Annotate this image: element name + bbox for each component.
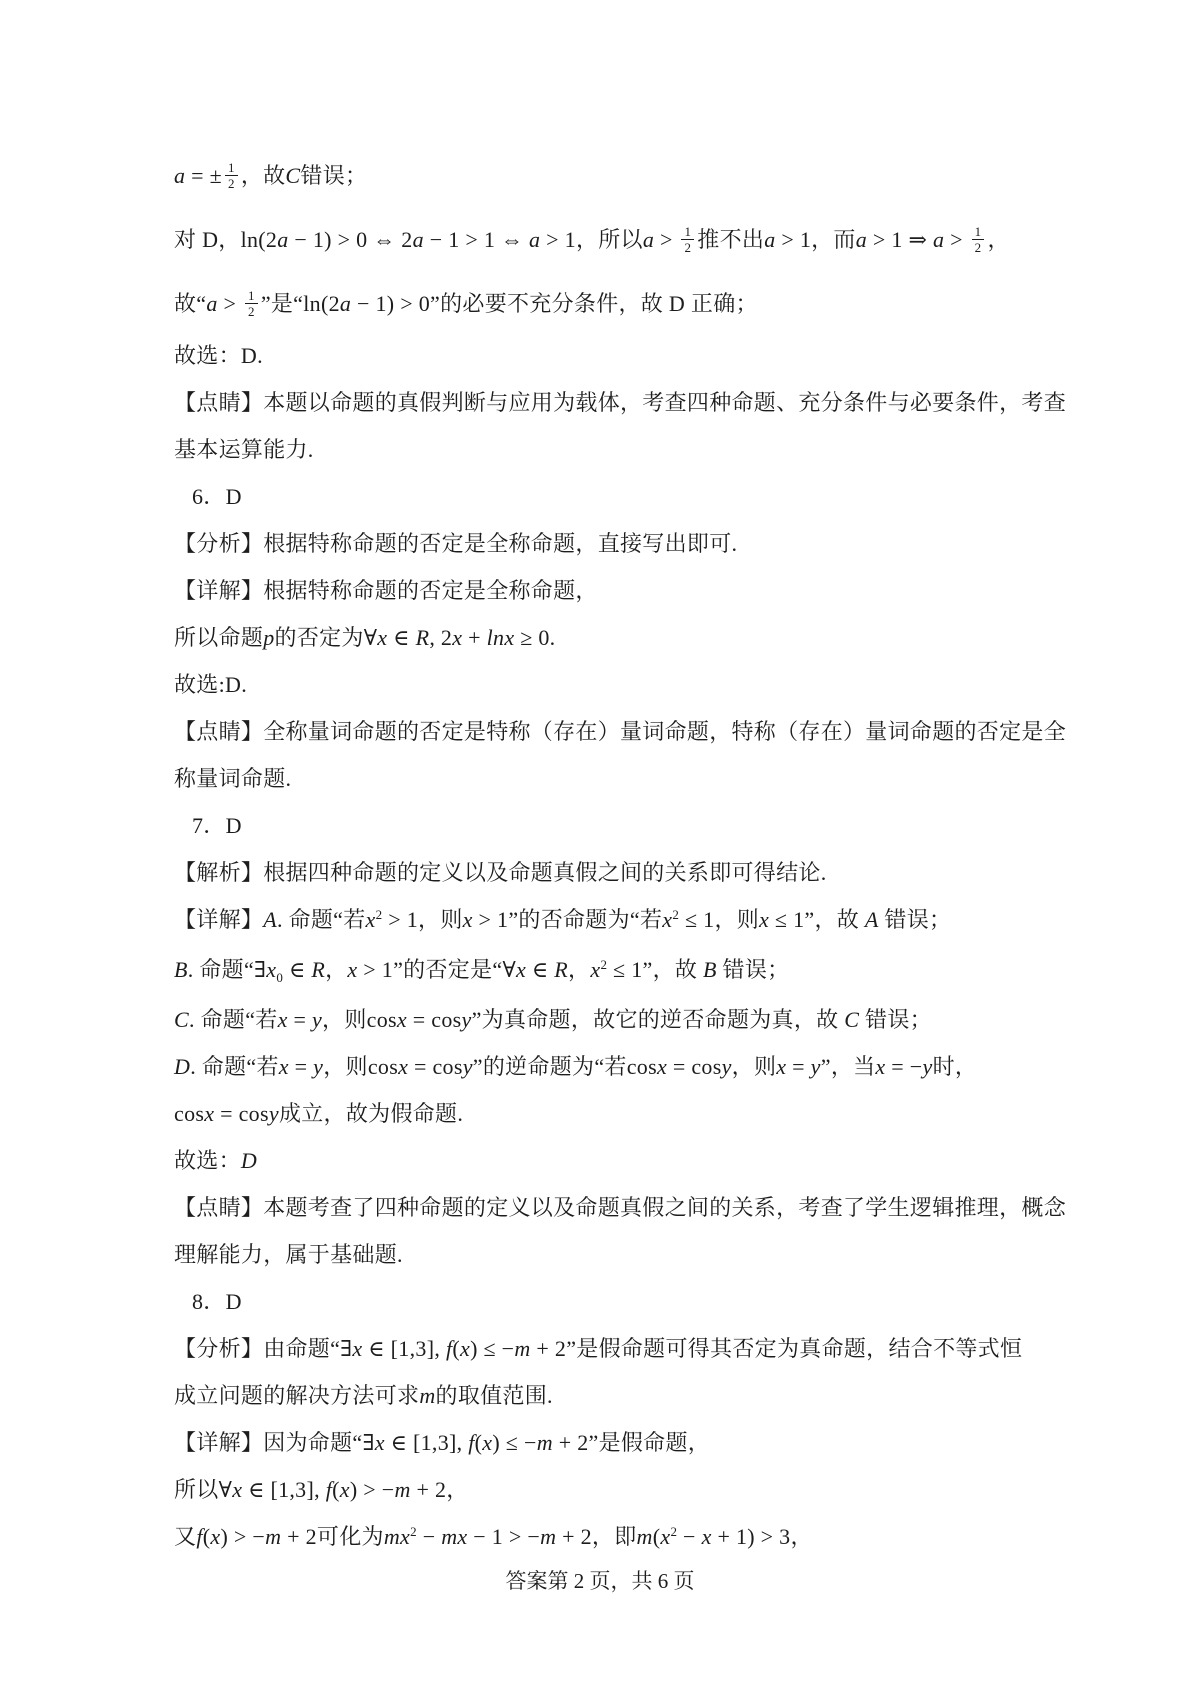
text-line [174, 1137, 1046, 1184]
math-italic-text: x [776, 1054, 787, 1079]
text-segment: . [190, 1054, 202, 1079]
text-line [174, 1090, 1046, 1137]
math-italic-text: y [922, 1054, 933, 1079]
text-segment: − 1) > 0 ⇔ 2 [288, 227, 413, 252]
text-segment: ”，当 [820, 1054, 876, 1079]
math-italic-text: x [660, 1524, 671, 1549]
math-italic-text: x [462, 907, 473, 932]
text-segment: . [276, 907, 289, 932]
text-line [174, 1184, 1067, 1231]
text-segment: ”，故 [804, 907, 865, 932]
text-segment: − [416, 1524, 442, 1549]
subscript: 0 [276, 970, 284, 985]
text-line [174, 1466, 1046, 1513]
math-italic-text: a [277, 227, 289, 252]
text-segment: ∀ [218, 1477, 233, 1502]
text-segment: 错误； [859, 1007, 932, 1032]
text-segment: 可化为 [316, 1524, 384, 1549]
text-segment: = − [885, 1054, 923, 1079]
text-segment: ∈ [1,3], [242, 1477, 326, 1502]
text-segment: ”的必要不充分条件，故 D 正确； [430, 291, 758, 316]
text-segment: ，则 [714, 907, 760, 932]
text-segment: ) ≤ − [470, 1336, 515, 1361]
text-segment: ≤ 1 [679, 907, 715, 932]
text-segment: cos [366, 1007, 397, 1032]
text-segment: 的否定为 [274, 625, 364, 650]
text-segment: 【点睛】本题考查了四种命题的定义以及命题真假之间的关系，考查了学生逻辑推理，概念 [174, 1195, 1067, 1220]
text-line [174, 426, 1046, 473]
math-italic-text: y [268, 1101, 279, 1126]
text-segment: − 1) > 0 [351, 291, 431, 316]
text-segment: 时， [932, 1054, 978, 1079]
math-italic-text: x [759, 907, 770, 932]
math-italic-text: x [374, 1430, 385, 1455]
math-italic-text: x [210, 1524, 221, 1549]
math-italic-text: C [285, 163, 301, 188]
text-segment: ”为真命题，故它的逆否命题为真，故 [471, 1007, 845, 1032]
text-segment: 【详解】因为命题“ [174, 1430, 363, 1455]
text-segment: ( [452, 1336, 460, 1361]
text-segment: ，则 [418, 907, 463, 932]
text-segment: ≤ 1 [769, 907, 805, 932]
text-segment: ，则 [731, 1054, 777, 1079]
math-italic-text: x [516, 957, 527, 982]
text-segment: ) ≤ − [492, 1430, 537, 1455]
math-italic-text: x [232, 1477, 243, 1502]
math-italic-text: x [701, 1524, 712, 1549]
text-segment: + [462, 625, 487, 650]
fraction: $\frac{1}{2}$ [972, 224, 985, 256]
text-segment: > 1 ⇒ [867, 227, 933, 252]
math-italic-text: x [656, 1054, 668, 1079]
superscript: 2 [375, 907, 383, 922]
math-italic-text: f [325, 1477, 333, 1502]
text-line [174, 1325, 1046, 1372]
text-segment: ”是“ [260, 291, 304, 316]
text-line [174, 276, 1046, 332]
text-segment: ≤ 1 [607, 957, 643, 982]
text-segment: > 1 [382, 907, 419, 932]
answer-content [174, 148, 1067, 1563]
text-segment: 错误； [716, 957, 790, 982]
text-segment: ，而 [811, 227, 856, 252]
math-italic-text: B [703, 957, 717, 982]
math-italic-text: x [590, 957, 601, 982]
math-italic-text: B [174, 957, 188, 982]
math-italic-text: y [462, 1054, 473, 1079]
fraction: $\frac{1}{2}$ [681, 224, 694, 256]
text-segment: 故选:D. [174, 672, 248, 697]
text-segment: 理解能力，属于基础题. [174, 1242, 403, 1267]
math-italic-text: a [855, 227, 868, 252]
text-line [174, 520, 1046, 567]
text-segment: 8．D [192, 1289, 242, 1314]
text-segment: 【分析】根据特称命题的否定是全称命题，直接写出即可. [174, 531, 738, 556]
text-segment: 故选： [174, 1148, 241, 1173]
text-segment: ，即 [591, 1524, 637, 1549]
text-segment: ∈ [526, 957, 555, 982]
text-line [174, 996, 1046, 1043]
math-italic-text: y [810, 1054, 821, 1079]
math-italic-text: m [419, 1383, 436, 1408]
text-segment: ，故 [240, 163, 286, 188]
text-line [174, 708, 1067, 755]
text-line [174, 379, 1067, 426]
text-segment: = [287, 1007, 312, 1032]
text-segment: = cos [667, 1054, 722, 1079]
math-italic-text: x [339, 1477, 350, 1502]
text-line [174, 1513, 1046, 1563]
text-segment: + 2 [530, 1336, 567, 1361]
superscript: 2 [410, 1524, 417, 1539]
text-line [174, 1043, 1046, 1090]
math-italic-text: mx [441, 1524, 468, 1549]
math-italic-text: m [536, 1430, 553, 1455]
math-italic-text: f [445, 1336, 453, 1361]
text-line [174, 1419, 1046, 1466]
text-segment: 基本运算能力. [174, 437, 314, 462]
text-segment: 7．D [192, 813, 242, 838]
text-segment: ”的否命题为“若 [508, 907, 663, 932]
text-segment: 【详解】 [174, 907, 264, 932]
text-segment: ( [332, 1477, 340, 1502]
text-segment: ， [568, 957, 591, 982]
math-italic-text: C [844, 1007, 860, 1032]
text-segment: 【解析】根据四种命题的定义以及命题真假之间的关系即可得结论. [174, 860, 827, 885]
fraction: $\frac{1}{2}$ [225, 160, 238, 192]
math-italic-text: x [460, 1336, 471, 1361]
text-segment: + 1) > 3 [711, 1524, 791, 1549]
text-segment: − 1 > − [467, 1524, 541, 1549]
text-line [174, 1231, 1046, 1278]
text-segment: 错误； [878, 907, 952, 932]
text-segment: 故选：D. [174, 343, 263, 368]
text-segment: 的取值范围. [435, 1383, 553, 1408]
math-italic-text: R [554, 957, 569, 982]
math-italic-text: m [265, 1524, 282, 1549]
text-line [174, 212, 1046, 268]
math-italic-text: x [266, 957, 277, 982]
text-segment: , 2 [429, 625, 453, 650]
text-segment: − 1 > 1 ⇔ [423, 227, 530, 252]
text-segment: + 2 [281, 1524, 317, 1549]
math-italic-text: x [347, 957, 358, 982]
math-italic-text: x [278, 1054, 289, 1079]
text-line [174, 473, 1046, 520]
text-line [174, 332, 1046, 379]
math-italic-text: x [398, 1054, 409, 1079]
math-italic-text: x [662, 907, 673, 932]
math-italic-text: a [642, 227, 655, 252]
text-line [174, 802, 1046, 849]
math-italic-text: R [415, 625, 430, 650]
text-segment: ∈ [387, 625, 416, 650]
math-italic-text: a [174, 163, 186, 188]
superscript: 2 [600, 957, 608, 972]
text-segment: 推不出 [697, 227, 765, 252]
text-segment: ， [325, 957, 348, 982]
fraction: $\frac{1}{2}$ [245, 288, 258, 320]
text-segment: cos [174, 1101, 205, 1126]
text-segment: > 1 [540, 227, 576, 252]
text-segment: > 1 [775, 227, 812, 252]
math-italic-text: lnx [486, 625, 515, 650]
text-segment: 所以命题 [174, 625, 264, 650]
math-italic-text: y [461, 1007, 472, 1032]
text-segment: = ± [185, 163, 222, 188]
text-line [174, 1372, 1046, 1419]
text-segment: ln(2 [303, 291, 340, 316]
text-segment: > [654, 227, 679, 252]
text-segment: ， [790, 1524, 813, 1549]
text-segment: 又 [174, 1524, 197, 1549]
math-italic-text: x [377, 625, 388, 650]
text-segment: ， [446, 1477, 469, 1502]
math-italic-text: D [240, 1148, 258, 1173]
text-line [174, 896, 1046, 946]
superscript: 2 [670, 1524, 678, 1539]
text-segment: ∀ [363, 625, 378, 650]
text-segment: ( [474, 1430, 483, 1455]
text-segment: ∃ [340, 1336, 353, 1361]
math-italic-text: f [468, 1430, 475, 1455]
math-italic-text: x [452, 625, 463, 650]
text-segment: ln(2 [240, 227, 278, 252]
text-segment: 成立，故为假命题. [278, 1101, 464, 1126]
text-segment: > [217, 291, 242, 316]
math-italic-text: f [196, 1524, 203, 1549]
text-segment: 命题“若 [200, 1007, 278, 1032]
text-segment: cos [367, 1054, 399, 1079]
text-line [174, 946, 1046, 996]
text-segment: − [677, 1524, 702, 1549]
text-segment: ∈ [283, 957, 312, 982]
text-segment: 【详解】根据特称命题的否定是全称命题， [174, 578, 598, 603]
text-segment: = [288, 1054, 314, 1079]
text-segment: 所以 [174, 1477, 219, 1502]
text-segment: ( [202, 1524, 211, 1549]
text-segment: ”是假命题， [588, 1430, 711, 1455]
text-segment: = cos [408, 1054, 463, 1079]
text-segment: > 1 [472, 907, 509, 932]
math-italic-text: p [263, 625, 275, 650]
text-segment: + 2 [410, 1477, 447, 1502]
math-italic-text: a [412, 227, 424, 252]
text-line [174, 148, 1046, 204]
text-segment: + 2 [552, 1430, 589, 1455]
text-segment: ) > − [220, 1524, 266, 1549]
math-italic-text: x [875, 1054, 886, 1079]
text-segment: 6．D [192, 484, 242, 509]
page-footer: 答案第 2 页，共 6 页 [505, 1569, 695, 1593]
text-segment: 【点睛】本题以命题的真假判断与应用为载体，考查四种命题、充分条件与必要条件，考查 [174, 390, 1067, 415]
text-segment: + 2 [556, 1524, 592, 1549]
text-segment: = cos [214, 1101, 269, 1126]
text-segment: ，则 [322, 1007, 367, 1032]
text-segment: ∈ [1,3], [384, 1430, 469, 1455]
math-italic-text: C [174, 1007, 189, 1032]
text-segment: ≥ 0. [514, 625, 556, 650]
math-italic-text: a [529, 227, 541, 252]
text-segment: 命题“ [199, 957, 255, 982]
text-segment: ∃ [362, 1430, 375, 1455]
math-italic-text: m [394, 1477, 411, 1502]
math-italic-text: a [206, 291, 218, 316]
math-italic-text: D [174, 1054, 191, 1079]
text-line [174, 614, 1046, 661]
text-segment: . [188, 1007, 201, 1032]
text-segment: ∃ [254, 957, 267, 982]
math-italic-text: y [311, 1007, 323, 1032]
math-italic-text: m [636, 1524, 653, 1549]
math-italic-text: x [204, 1101, 215, 1126]
text-segment: ”的逆命题为“若 [472, 1054, 627, 1079]
text-segment: ) > − [349, 1477, 395, 1502]
math-italic-text: a [339, 291, 352, 316]
text-segment: = cos [406, 1007, 462, 1032]
math-italic-text: mx [383, 1524, 411, 1549]
text-line [174, 567, 1046, 614]
math-italic-text: x [277, 1007, 288, 1032]
text-segment: 【点睛】全称量词命题的否定是特称（存在）量词命题，特称（存在）量词命题的否定是全 [174, 719, 1067, 744]
text-segment: ∈ [1,3], [362, 1336, 446, 1361]
math-italic-text: m [514, 1336, 531, 1361]
math-italic-text: x [365, 907, 376, 932]
math-italic-text: a [933, 227, 945, 252]
math-italic-text: m [540, 1524, 557, 1549]
text-segment: ”，故 [642, 957, 703, 982]
text-segment: = [786, 1054, 811, 1079]
text-segment: cos [626, 1054, 657, 1079]
text-segment: ，所以 [575, 227, 643, 252]
text-line [174, 1278, 1046, 1325]
math-italic-text: A [263, 907, 277, 932]
math-italic-text: y [313, 1054, 324, 1079]
text-segment: ，则 [323, 1054, 368, 1079]
math-italic-text: R [311, 957, 326, 982]
text-segment: 【分析】由命题“ [174, 1336, 341, 1361]
text-segment: ”是假命题可得其否定为真命题，结合不等式恒 [566, 1336, 1023, 1361]
math-italic-text: A [864, 907, 879, 932]
math-italic-text: x [396, 1007, 407, 1032]
superscript: 2 [672, 907, 680, 922]
text-line [174, 849, 1046, 896]
math-italic-text: y [721, 1054, 732, 1079]
text-segment: ”的否定是“ [393, 957, 503, 982]
text-segment: ， [987, 227, 1010, 252]
text-segment: 对 D， [174, 227, 241, 252]
text-segment: 称量词命题. [174, 766, 292, 791]
text-segment: ∀ [502, 957, 517, 982]
text-segment: 成立问题的解决方法可求 [174, 1383, 420, 1408]
math-italic-text: a [764, 227, 776, 252]
text-segment: 命题“若 [201, 1054, 279, 1079]
math-italic-text: x [352, 1336, 363, 1361]
text-segment: 故“ [174, 291, 207, 316]
math-italic-text: x [482, 1430, 493, 1455]
text-segment: ( [652, 1524, 661, 1549]
text-segment: 命题“若 [288, 907, 366, 932]
text-segment: > 1 [357, 957, 394, 982]
text-line [174, 661, 1046, 708]
text-segment: . [187, 957, 200, 982]
text-segment: > [944, 227, 969, 252]
text-line [174, 755, 1046, 802]
text-segment: 错误； [300, 163, 368, 188]
